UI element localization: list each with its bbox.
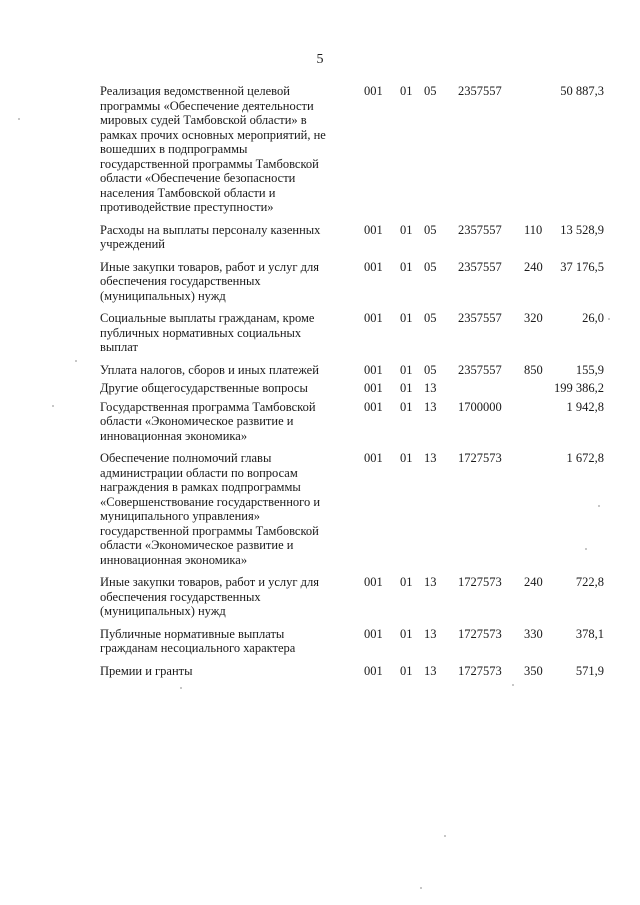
row-sum: 155,9 [575, 362, 604, 377]
row-sum: 571,9 [575, 663, 604, 678]
row-csr: 2357557 [458, 259, 502, 274]
row-pr: 05 [424, 311, 437, 325]
row-csr: 1727573 [458, 451, 502, 465]
row-csr: 2357557 [458, 84, 502, 98]
row-name-text: Государственная программа Тамбовской области «Экономическое развитие и инновационная экономика» [100, 399, 316, 443]
table-row [100, 575, 604, 627]
row-ved: 001 [364, 399, 383, 414]
row-rz: 01 [400, 311, 413, 325]
table-row [100, 381, 604, 400]
row-name [100, 451, 364, 575]
row-name [100, 575, 364, 627]
row-sum: 199 386,2 [554, 381, 604, 395]
row-sum: 13 528,9 [560, 222, 604, 237]
row-pr: 13 [424, 663, 437, 678]
row-name [100, 627, 364, 664]
row-rz: 01 [400, 362, 413, 377]
table-row [100, 400, 604, 452]
row-ved: 001 [364, 575, 383, 589]
row-name [100, 381, 364, 400]
row-rz: 01 [400, 451, 413, 465]
table-row [100, 451, 604, 575]
row-pr: 13 [424, 626, 437, 641]
row-pr: 05 [424, 84, 437, 98]
row-sum: 722,8 [575, 575, 604, 589]
table-row [100, 84, 604, 223]
row-vr: 240 [524, 259, 543, 274]
row-name-text: Реализация ведомственной целевой программы «Обеспечение деятельности мировых судей Тамбовской области» в рамках прочих основных мероприятий, не вошедших в подпрограммы государственной программы Тамбовской области «Обеспечение безопасности населения Тамбовской области и противодействие преступности» [100, 84, 326, 214]
row-csr: 1727573 [458, 575, 502, 589]
row-name-text: Другие общегосударственные вопросы [100, 381, 308, 395]
table-row [100, 223, 604, 260]
row-name [100, 363, 364, 382]
row-vr [524, 400, 554, 452]
row-sum: 50 887,3 [560, 84, 604, 98]
row-pr: 05 [424, 362, 437, 377]
row-name [100, 223, 364, 260]
row-vr: 330 [524, 626, 543, 641]
row-vr: 850 [524, 362, 543, 377]
row-name-text: Уплата налогов, сборов и иных платежей [100, 362, 319, 377]
row-rz: 01 [400, 84, 413, 98]
row-vr [524, 381, 554, 400]
row-vr: 240 [524, 575, 543, 589]
row-name-text: Обеспечение полномочий главы администрации области по вопросам награждения в рамках подпрограммы «Совершенствование государственного и муниципального управления» государственной программы Тамбовской области «Экономическое развитие и инновационная экономика» [100, 451, 321, 567]
row-csr [458, 381, 524, 400]
table-row [100, 664, 604, 687]
row-vr [524, 451, 554, 575]
row-ved: 001 [364, 311, 383, 325]
scan-speck [52, 405, 54, 407]
row-pr: 13 [424, 451, 437, 465]
row-pr: 13 [424, 399, 437, 414]
row-pr: 13 [424, 381, 437, 395]
row-csr: 2357557 [458, 362, 502, 377]
table-row [100, 363, 604, 382]
row-sum: 37 176,5 [560, 259, 604, 274]
table-row [100, 311, 604, 363]
row-name-text: Расходы на выплаты персоналу казенных учреждений [100, 222, 321, 251]
row-pr: 05 [424, 259, 437, 274]
scan-speck [444, 835, 446, 837]
scan-speck [585, 548, 587, 550]
row-name [100, 664, 364, 687]
row-pr: 05 [424, 222, 437, 237]
row-name [100, 260, 364, 312]
row-rz: 01 [400, 663, 413, 678]
row-pr: 13 [424, 575, 437, 589]
row-sum: 1 942,8 [566, 399, 604, 414]
scan-speck [608, 318, 610, 320]
page-number: 5 [316, 52, 324, 67]
row-name [100, 84, 364, 223]
row-ved: 001 [364, 84, 383, 98]
row-name [100, 400, 364, 452]
row-csr: 1700000 [458, 399, 502, 414]
scan-speck [420, 887, 422, 889]
row-vr: 320 [524, 311, 543, 325]
row-ved: 001 [364, 362, 383, 377]
scan-speck [18, 118, 20, 120]
row-rz: 01 [400, 399, 413, 414]
table-row [100, 627, 604, 664]
row-sum: 26,0 [582, 311, 604, 325]
row-sum: 378,1 [575, 626, 604, 641]
row-ved: 001 [364, 222, 383, 237]
row-rz: 01 [400, 259, 413, 274]
scan-speck [598, 505, 600, 507]
row-csr: 1727573 [458, 626, 502, 641]
row-rz: 01 [400, 222, 413, 237]
scan-speck [512, 684, 514, 686]
row-rz: 01 [400, 575, 413, 589]
row-name-text: Публичные нормативные выплаты гражданам несоциального характера [100, 626, 296, 655]
row-vr [524, 84, 554, 223]
row-name-text: Социальные выплаты гражданам, кроме публичных нормативных социальных выплат [100, 311, 315, 354]
row-ved: 001 [364, 259, 383, 274]
row-ved: 001 [364, 626, 383, 641]
row-name-text: Премии и гранты [100, 663, 193, 678]
row-name [100, 311, 364, 363]
row-ved: 001 [364, 451, 383, 465]
row-vr: 110 [524, 222, 543, 237]
scan-speck [75, 360, 77, 362]
row-csr: 2357557 [458, 311, 502, 325]
row-rz: 01 [400, 626, 413, 641]
row-name-text: Иные закупки товаров, работ и услуг для обеспечения государственных (муниципальных) нужд [100, 259, 320, 303]
row-rz: 01 [400, 381, 413, 395]
row-ved: 001 [364, 381, 383, 395]
row-name-text: Иные закупки товаров, работ и услуг для обеспечения государственных (муниципальных) нужд [100, 575, 320, 618]
budget-table [100, 84, 604, 686]
row-vr: 350 [524, 663, 543, 678]
table-row [100, 260, 604, 312]
row-ved: 001 [364, 663, 383, 678]
row-csr: 1727573 [458, 663, 502, 678]
row-csr: 2357557 [458, 222, 502, 237]
scan-speck [180, 687, 182, 689]
row-sum: 1 672,8 [566, 451, 604, 465]
